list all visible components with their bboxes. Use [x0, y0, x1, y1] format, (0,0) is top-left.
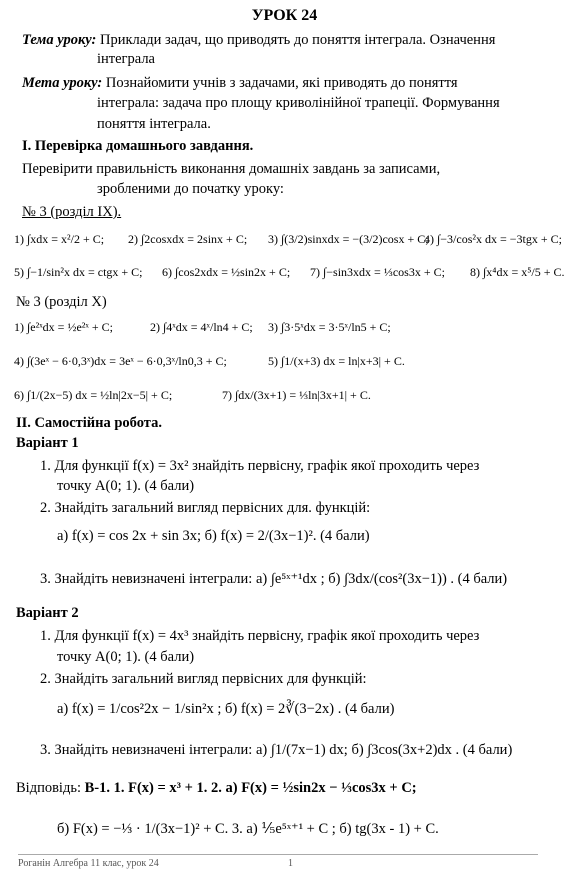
topic-text-1: Приклади задач, що приводять до поняття інтеграла. Означення	[100, 32, 496, 48]
hw1-item-1: 1) ∫xdx = x²/2 + C;	[14, 232, 105, 246]
answers-text-1: В-1. 1. F(x) = x³ + 1. 2. а) F(x) = ½sin2x − ⅓cos3x + C;	[84, 780, 417, 796]
variant-2-task-1a: 1. Для функції f(x) = 4x³ знайдіть первісну, графік якої проходить через	[40, 628, 480, 644]
answers-text-2: б) F(x) = −⅓ · 1/(3x−1)² + C. 3. а) ⅕e⁵ˣ⁺¹ + C ; б) tg(3x - 1) + C.	[57, 821, 439, 837]
hw1-item-8: 8) ∫x⁴dx = x⁵/5 + C.	[470, 265, 565, 279]
goal-text-1: Познайомити учнів з задачами, які приводять до поняття	[105, 75, 458, 91]
footer-page-number: 1	[288, 858, 293, 869]
topic-text-2: інтеграла	[97, 51, 155, 67]
variant-2-task-2-items: а) f(x) = 1/cos²2x − 1/sin²x ; б) f(x) = 2∛(3−2x) . (4 бали)	[57, 701, 395, 717]
hw2-label: № 3 (розділ Х)	[16, 294, 107, 310]
hw2-item-4: 4) ∫(3eˣ − 6·0,3ˣ)dx = 3eˣ − 6·0,3ˣ/ln0,3 + C;	[14, 354, 227, 368]
hw2-item-5: 5) ∫1/(x+3) dx = ln|x+3| + C.	[268, 354, 405, 368]
hw2-item-7: 7) ∫dx/(3x+1) = ⅓ln|3x+1| + C.	[222, 388, 371, 402]
hw1-item-6: 6) ∫cos2xdx = ½sin2x + C;	[162, 265, 291, 279]
hw2-item-1: 1) ∫e²ˣdx = ½e²ˣ + C;	[14, 320, 113, 334]
section-1-heading: І. Перевірка домашнього завдання.	[22, 138, 254, 154]
variant-2-label: Варіант 2	[16, 605, 79, 621]
variant-2-task-1b: точку А(0; 1). (4 бали)	[57, 649, 195, 665]
variant-1-task-2: 2. Знайдіть загальний вигляд первісних для. функцій:	[40, 500, 371, 516]
goal-label: Мета уроку:	[22, 75, 103, 91]
hw2-item-3: 3) ∫3·5ˣdx = 3·5ˣ/ln5 + C;	[268, 320, 391, 334]
goal-line-1	[22, 74, 458, 92]
hw1-item-7: 7) ∫−sin3xdx = ⅓cos3x + C;	[310, 265, 445, 279]
hw1-item-2: 2) ∫2cosxdx = 2sinx + C;	[128, 232, 248, 246]
topic-label: Тема уроку:	[22, 32, 97, 48]
goal-text-3: поняття інтеграла.	[97, 116, 211, 132]
hw1-label: № 3 (розділ ІХ).	[22, 204, 122, 220]
variant-1-label: Варіант 1	[16, 435, 79, 451]
variant-2-task-2: 2. Знайдіть загальний вигляд первісних для функцій:	[40, 671, 367, 687]
hw2-item-2: 2) ∫4ˣdx = 4ˣ/ln4 + C;	[150, 320, 253, 334]
variant-2-task-3: 3. Знайдіть невизначені інтеграли: а) ∫1/(7x−1) dx; б) ∫3cos(3x+2)dx . (4 бали)	[40, 742, 513, 758]
variant-1-task-1b: точку А(0; 1). (4 бали)	[57, 478, 195, 494]
section-1-text-2: зробленими до початку уроку:	[97, 181, 284, 197]
answers-label: Відповідь:	[16, 780, 81, 796]
hw2-item-6: 6) ∫1/(2x−5) dx = ½ln|2x−5| + C;	[14, 388, 173, 402]
hw1-item-4: 4) ∫−3/cos²x dx = −3tgx + C;	[424, 232, 562, 246]
footer-divider	[18, 854, 538, 855]
section-2-heading: ІІ. Самостійна робота.	[16, 415, 162, 431]
section-1-text-1: Перевірити правильність виконання домашніх завдань за записами,	[22, 161, 441, 177]
page-title: УРОК 24	[251, 7, 318, 24]
footer-left: Роганін Алгебра 11 клас, урок 24	[18, 858, 159, 869]
variant-1-task-2-items: а) f(x) = cos 2x + sin 3x; б) f(x) = 2/(3x−1)². (4 бали)	[57, 528, 370, 544]
goal-text-2: інтеграла: задача про площу криволінійної трапеції. Формування	[97, 95, 500, 111]
variant-1-task-1a: 1. Для функції f(x) = 3x² знайдіть первісну, графік якої проходить через	[40, 458, 480, 474]
variant-1-task-3: 3. Знайдіть невизначені інтеграли: а) ∫e⁵ˣ⁺¹dx ; б) ∫3dx/(cos²(3x−1)) . (4 бали)	[40, 571, 508, 587]
hw1-item-3: 3) ∫(3/2)sinxdx = −(3/2)cosx + C;	[268, 232, 429, 246]
hw1-item-5: 5) ∫−1/sin²x dx = ctgx + C;	[14, 265, 143, 279]
topic-line-1	[22, 31, 495, 49]
answers-line-1	[16, 779, 417, 797]
